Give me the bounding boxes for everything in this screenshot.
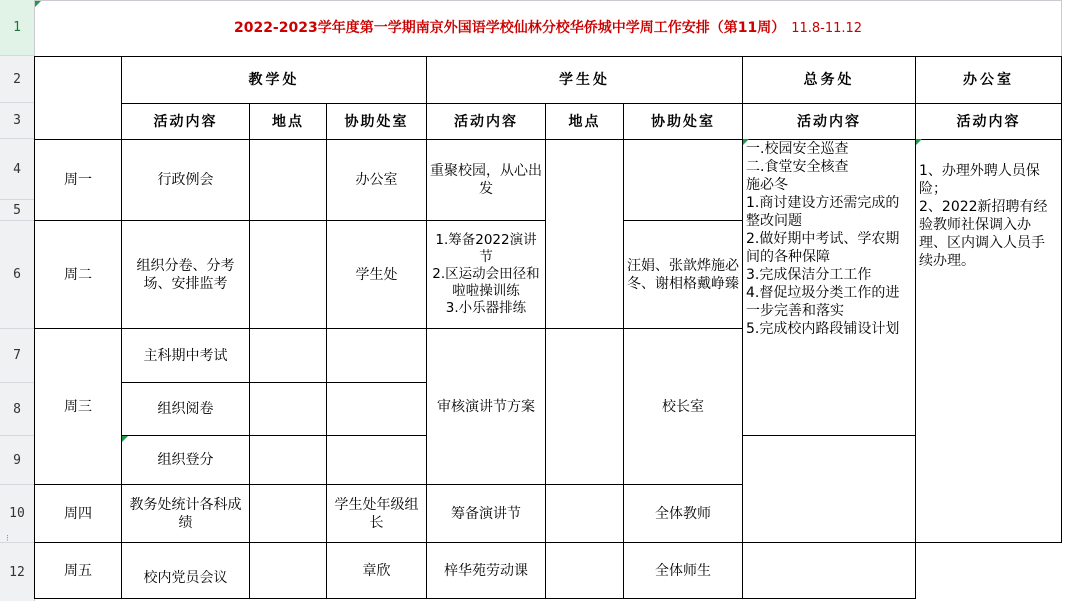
day-monday[interactable]: 周一 <box>35 140 122 221</box>
sheet-title: 2022-2023学年度第一学期南京外国语学校仙林分校华侨城中学周工作安排（第11周） <box>233 20 786 36</box>
general-line-5: 2.做好期中考试、学农期间的各种保障 <box>746 231 900 265</box>
general-week-activity[interactable] <box>743 140 916 436</box>
general-line-2: 二.食堂安全核查 <box>746 159 849 175</box>
row-header-column <box>0 0 35 601</box>
teaching-mon-assist[interactable]: 办公室 <box>327 140 427 221</box>
teaching-tue-assist[interactable]: 学生处 <box>327 221 427 329</box>
teaching-wed-location-3[interactable] <box>250 436 327 485</box>
office-line-2: 2、2022新招聘有经验教师社保调入办理、区内调入人员手续办理。 <box>919 199 1048 269</box>
general-line-3: 施必冬 <box>746 177 788 193</box>
dept-teaching[interactable]: 教学处 <box>122 57 427 104</box>
cell-marker-wed-activity <box>122 436 128 442</box>
student-tue-line-1: 1.筹备2022演讲节 <box>435 232 537 265</box>
teaching-fri-assist[interactable]: 章欣 <box>327 543 427 599</box>
student-fri-location[interactable] <box>546 543 624 599</box>
teaching-fri-location[interactable] <box>250 543 327 599</box>
student-tue-line-3: 3.小乐器排练 <box>445 300 527 316</box>
teaching-wed-activity-3[interactable]: 组织登分 <box>122 436 250 485</box>
day-wednesday[interactable]: 周三 <box>35 329 122 485</box>
cell-marker-general <box>743 139 749 145</box>
teaching-mon-location[interactable] <box>250 140 327 221</box>
dept-student[interactable]: 学生处 <box>427 57 743 104</box>
dept-general[interactable]: 总务处 <box>743 57 916 104</box>
student-thu-assist[interactable]: 全体教师 <box>624 485 743 543</box>
student-fri-assist[interactable]: 全体师生 <box>624 543 743 599</box>
col-teaching-assist[interactable]: 协助处室 <box>327 104 427 140</box>
teaching-wed-activity-1[interactable]: 主科期中考试 <box>122 329 250 383</box>
row-number-10[interactable]: 10 <box>9 506 25 521</box>
row-number-2[interactable]: 2 <box>13 71 21 87</box>
teaching-mon-activity[interactable]: 行政例会 <box>122 140 250 221</box>
teaching-thu-activity[interactable]: 教务处统计各科成绩 <box>122 485 250 543</box>
date-range: 11.8-11.12 <box>791 21 863 36</box>
row-number-5[interactable]: 5 <box>13 202 21 218</box>
sheet-title-cell[interactable] <box>35 1 1062 57</box>
row-number-6[interactable]: 6 <box>13 267 21 282</box>
col-teaching-location[interactable]: 地点 <box>250 104 327 140</box>
general-line-1: 一.校园安全巡查 <box>746 141 849 157</box>
student-wed-activity[interactable]: 审核演讲节方案 <box>427 329 546 485</box>
student-mon-tue-location[interactable] <box>546 140 624 329</box>
teaching-wed-assist-2[interactable] <box>327 383 427 436</box>
student-thu-activity[interactable]: 筹备演讲节 <box>427 485 546 543</box>
office-fri-activity[interactable] <box>743 543 916 599</box>
teaching-wed-location-1[interactable] <box>250 329 327 383</box>
teaching-tue-location[interactable] <box>250 221 327 329</box>
student-mon-activity[interactable]: 重聚校园，从心出发 <box>427 140 546 221</box>
general-line-7: 4.督促垃圾分类工作的进一步完善和落实 <box>746 285 900 319</box>
teaching-wed-activity-2[interactable]: 组织阅卷 <box>122 383 250 436</box>
student-tue-activity[interactable] <box>427 221 546 329</box>
row-number-1[interactable]: 1 <box>0 0 34 55</box>
day-tuesday[interactable]: 周二 <box>35 221 122 329</box>
teaching-fri-activity[interactable]: 校内党员会议 <box>122 543 250 599</box>
teaching-wed-assist-1[interactable] <box>327 329 427 383</box>
student-thu-location[interactable] <box>546 485 624 543</box>
office-week-activity[interactable] <box>916 140 1062 543</box>
teaching-wed-assist-3[interactable] <box>327 436 427 485</box>
col-teaching-activity[interactable]: 活动内容 <box>122 104 250 140</box>
col-office-activity[interactable]: 活动内容 <box>916 104 1062 140</box>
teaching-tue-activity[interactable]: 组织分卷、分考场、安排监考 <box>122 221 250 329</box>
student-tue-assist[interactable]: 汪娟、张歆烨施必冬、谢相格戴峥臻 <box>624 221 743 329</box>
day-thursday[interactable]: 周四 <box>35 485 122 543</box>
hidden-row-indicator[interactable]: ⁝ <box>6 534 9 544</box>
row-number-7[interactable]: 7 <box>13 348 21 363</box>
col-student-location[interactable]: 地点 <box>546 104 624 140</box>
day-friday[interactable]: 周五 <box>35 543 122 599</box>
row-number-4[interactable]: 4 <box>13 161 21 177</box>
corner-cell[interactable] <box>35 57 122 140</box>
col-general-activity[interactable]: 活动内容 <box>743 104 916 140</box>
row-number-3[interactable]: 3 <box>13 113 21 128</box>
cell-marker-office <box>916 139 922 145</box>
general-line-4: 1.商讨建设方还需完成的整改问题 <box>746 195 900 229</box>
cell-marker-title <box>35 1 41 7</box>
weekly-schedule-table <box>34 0 1062 599</box>
student-wed-assist[interactable]: 校长室 <box>624 329 743 485</box>
student-wed-location[interactable] <box>546 329 624 485</box>
office-line-1: 1、办理外聘人员保险； <box>919 163 1040 197</box>
dept-office[interactable]: 办公室 <box>916 57 1062 104</box>
col-student-activity[interactable]: 活动内容 <box>427 104 546 140</box>
general-line-6: 3.完成保洁分工工作 <box>746 267 872 283</box>
student-mon-assist[interactable] <box>624 140 743 221</box>
student-tue-line-2: 2.区运动会田径和啦啦操训练 <box>432 266 540 299</box>
row-number-12[interactable]: 12 <box>9 564 25 580</box>
row-number-8[interactable]: 8 <box>13 401 21 417</box>
teaching-thu-location[interactable] <box>250 485 327 543</box>
col-student-assist[interactable]: 协助处室 <box>624 104 743 140</box>
general-line-8: 5.完成校内路段铺设计划 <box>746 321 900 337</box>
teaching-wed-location-2[interactable] <box>250 383 327 436</box>
student-fri-activity[interactable]: 梓华苑劳动课 <box>427 543 546 599</box>
teaching-thu-assist[interactable]: 学生处年级组长 <box>327 485 427 543</box>
row-number-9[interactable]: 9 <box>13 452 21 468</box>
